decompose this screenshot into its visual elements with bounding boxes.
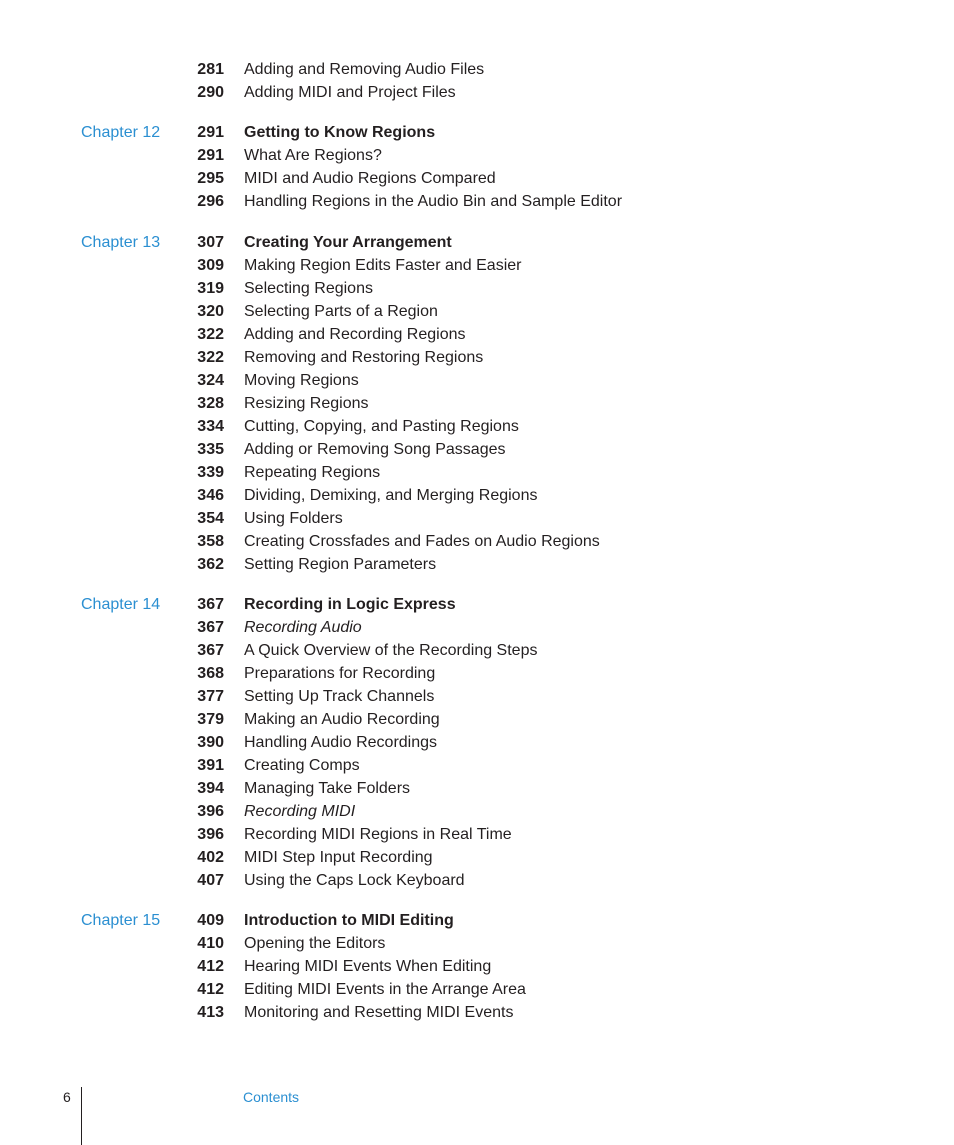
footer-page-number: 6	[63, 1089, 71, 1105]
page-number: 324	[197, 372, 224, 389]
toc-entry[interactable]	[0, 254, 954, 277]
toc-entry[interactable]	[0, 754, 954, 777]
toc-entry[interactable]	[0, 978, 954, 1001]
entry-title: Monitoring and Resetting MIDI Events	[244, 1004, 514, 1021]
toc-entry[interactable]	[0, 955, 954, 978]
toc-entry[interactable]	[0, 144, 954, 167]
footer-divider	[81, 1087, 82, 1145]
entry-title: Removing and Restoring Regions	[244, 349, 484, 366]
page-number: 334	[197, 418, 224, 435]
entry-title: MIDI Step Input Recording	[244, 849, 433, 866]
page-number: 339	[197, 464, 224, 481]
entry-title: Managing Take Folders	[244, 780, 411, 797]
entry-title: Moving Regions	[244, 372, 359, 389]
page-number: 322	[197, 349, 224, 366]
page-number: 354	[197, 510, 224, 527]
entry-title: Setting Up Track Channels	[244, 688, 435, 705]
page-number: 320	[197, 303, 224, 320]
page-number: 396	[197, 826, 224, 843]
entry-title: Recording in Logic Express	[244, 596, 456, 613]
page-number: 362	[197, 556, 224, 573]
chapter-label: Chapter 12	[81, 124, 161, 141]
toc-entry[interactable]	[0, 438, 954, 461]
toc-section-entry[interactable]	[0, 616, 954, 639]
chapter-label: Chapter 15	[81, 912, 161, 929]
entry-title: Getting to Know Regions	[244, 124, 436, 141]
footer-section-label: Contents	[243, 1089, 300, 1105]
entry-title: Resizing Regions	[244, 395, 369, 412]
toc-entry[interactable]	[0, 300, 954, 323]
page-number: 309	[197, 257, 224, 274]
page-number: 409	[197, 912, 224, 929]
entry-title: Handling Audio Recordings	[244, 734, 438, 751]
entry-title: Adding and Removing Audio Files	[244, 61, 485, 78]
toc-chapter-entry[interactable]	[0, 909, 954, 932]
entry-title: Recording Audio	[244, 619, 362, 636]
toc-chapter-entry[interactable]	[0, 121, 954, 144]
entry-title: Editing MIDI Events in the Arrange Area	[244, 981, 526, 998]
toc-section-entry[interactable]	[0, 800, 954, 823]
entry-title: Using the Caps Lock Keyboard	[244, 872, 465, 889]
entry-title: Opening the Editors	[244, 935, 386, 952]
entry-title: Hearing MIDI Events When Editing	[244, 958, 492, 975]
chapter-label: Chapter 13	[81, 234, 161, 251]
page-number: 412	[197, 958, 224, 975]
entry-title: Repeating Regions	[244, 464, 381, 481]
toc-entry[interactable]	[0, 81, 954, 104]
entry-title: Adding or Removing Song Passages	[244, 441, 506, 458]
toc-chapter-entry[interactable]	[0, 593, 954, 616]
toc-entry[interactable]	[0, 461, 954, 484]
page-number: 346	[197, 487, 224, 504]
toc-entry[interactable]	[0, 685, 954, 708]
entry-title: Adding MIDI and Project Files	[244, 84, 456, 101]
page-number: 281	[197, 61, 224, 78]
page-number: 410	[197, 935, 224, 952]
page-number: 413	[197, 1004, 224, 1021]
page-number: 396	[197, 803, 224, 820]
entry-title: Dividing, Demixing, and Merging Regions	[244, 487, 538, 504]
entry-title: Handling Regions in the Audio Bin and Sample Editor	[244, 193, 623, 210]
page-number: 291	[197, 124, 224, 141]
toc-entry[interactable]	[0, 58, 954, 81]
page-number: 368	[197, 665, 224, 682]
toc-entry[interactable]	[0, 507, 954, 530]
toc-entry[interactable]	[0, 530, 954, 553]
page-number: 358	[197, 533, 224, 550]
page-number: 367	[197, 619, 224, 636]
page-number: 295	[197, 170, 224, 187]
toc-entry[interactable]	[0, 277, 954, 300]
entry-title: MIDI and Audio Regions Compared	[244, 170, 496, 187]
toc-chapter-entry[interactable]	[0, 231, 954, 254]
entry-title: Creating Crossfades and Fades on Audio Regions	[244, 533, 600, 550]
toc-entry[interactable]	[0, 369, 954, 392]
page-number: 402	[197, 849, 224, 866]
toc-entry[interactable]	[0, 484, 954, 507]
page-number: 377	[197, 688, 224, 705]
entry-title: Selecting Regions	[244, 280, 373, 297]
page-number: 328	[197, 395, 224, 412]
toc-entry[interactable]	[0, 639, 954, 662]
page-number: 391	[197, 757, 224, 774]
entry-title: Selecting Parts of a Region	[244, 303, 438, 320]
page-number: 307	[197, 234, 224, 251]
toc-entry[interactable]	[0, 932, 954, 955]
toc-entry[interactable]	[0, 708, 954, 731]
toc-entry[interactable]	[0, 190, 954, 213]
page-number: 390	[197, 734, 224, 751]
entry-title: A Quick Overview of the Recording Steps	[244, 642, 538, 659]
toc-entry[interactable]	[0, 823, 954, 846]
toc-entry[interactable]	[0, 1001, 954, 1024]
toc-entry[interactable]	[0, 731, 954, 754]
toc-entry[interactable]	[0, 553, 954, 576]
chapter-label: Chapter 14	[81, 596, 161, 613]
page-number: 291	[197, 147, 224, 164]
page-number: 367	[197, 642, 224, 659]
entry-title: Recording MIDI	[244, 803, 356, 820]
entry-title: Cutting, Copying, and Pasting Regions	[244, 418, 519, 435]
entry-title: Introduction to MIDI Editing	[244, 912, 454, 929]
entry-title: Recording MIDI Regions in Real Time	[244, 826, 512, 843]
toc-entry[interactable]	[0, 415, 954, 438]
toc-entry[interactable]	[0, 777, 954, 800]
page-number: 407	[197, 872, 224, 889]
page-number: 412	[197, 981, 224, 998]
page-number: 379	[197, 711, 224, 728]
entry-title: What Are Regions?	[244, 147, 382, 164]
toc-entry[interactable]	[0, 869, 954, 892]
entry-title: Setting Region Parameters	[244, 556, 437, 573]
entry-title: Creating Your Arrangement	[244, 234, 452, 251]
entry-title: Making an Audio Recording	[244, 711, 440, 728]
toc-entry[interactable]	[0, 846, 954, 869]
page-number: 296	[197, 193, 224, 210]
entry-title: Adding and Recording Regions	[244, 326, 466, 343]
toc-entry[interactable]	[0, 167, 954, 190]
toc-entry[interactable]	[0, 392, 954, 415]
page-number: 322	[197, 326, 224, 343]
entry-title: Preparations for Recording	[244, 665, 436, 682]
page-number: 335	[197, 441, 224, 458]
toc-entry[interactable]	[0, 662, 954, 685]
toc-entry[interactable]	[0, 323, 954, 346]
entry-title: Creating Comps	[244, 757, 360, 774]
page-number: 319	[197, 280, 224, 297]
entry-title: Using Folders	[244, 510, 343, 527]
page-number: 394	[197, 780, 224, 797]
page-number: 290	[197, 84, 224, 101]
entry-title: Making Region Edits Faster and Easier	[244, 257, 522, 274]
page-number: 367	[197, 596, 224, 613]
toc-entry[interactable]	[0, 346, 954, 369]
